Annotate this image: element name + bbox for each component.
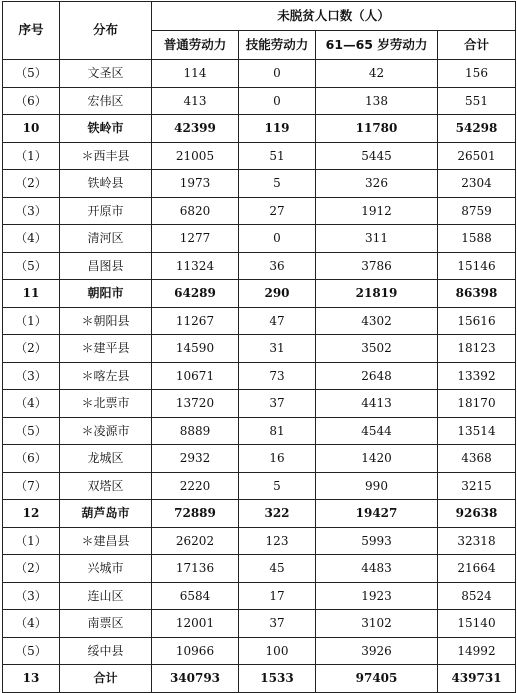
table-row <box>3 115 516 143</box>
row-age-labor-cell: 21819 <box>316 280 438 308</box>
row-index-cell: （6） <box>3 87 60 115</box>
table-row <box>3 500 516 528</box>
row-skilled-labor-cell: 27 <box>239 197 316 225</box>
row-region-cell: 铁岭县 <box>60 170 152 198</box>
row-general-labor-cell: 1277 <box>152 225 239 253</box>
row-total-cell: 54298 <box>438 115 516 143</box>
row-index-cell: （4） <box>3 610 60 638</box>
row-total-cell: 32318 <box>438 527 516 555</box>
row-skilled-labor-cell: 37 <box>239 390 316 418</box>
row-age-labor-cell: 4413 <box>316 390 438 418</box>
row-index-cell: （3） <box>3 362 60 390</box>
row-skilled-labor-cell: 81 <box>239 417 316 445</box>
header-distribution: 分布 <box>60 2 152 60</box>
row-age-labor-cell: 42 <box>316 60 438 88</box>
row-skilled-labor-cell: 290 <box>239 280 316 308</box>
row-age-labor-cell: 4544 <box>316 417 438 445</box>
row-general-labor-cell: 13720 <box>152 390 239 418</box>
row-general-labor-cell: 6584 <box>152 582 239 610</box>
row-region-cell: ＊喀左县 <box>60 362 152 390</box>
row-general-labor-cell: 11267 <box>152 307 239 335</box>
row-age-labor-cell: 326 <box>316 170 438 198</box>
row-index-cell: （3） <box>3 582 60 610</box>
row-index-cell: （6） <box>3 445 60 473</box>
row-region-cell: 铁岭市 <box>60 115 152 143</box>
row-skilled-labor-cell: 322 <box>239 500 316 528</box>
row-index-cell: （5） <box>3 60 60 88</box>
row-region-cell: ＊凌源市 <box>60 417 152 445</box>
row-index-cell: （2） <box>3 170 60 198</box>
row-age-labor-cell: 1420 <box>316 445 438 473</box>
table-row <box>3 225 516 253</box>
row-general-labor-cell: 413 <box>152 87 239 115</box>
row-skilled-labor-cell: 1533 <box>239 665 316 693</box>
row-total-cell: 8759 <box>438 197 516 225</box>
poverty-population-table <box>2 1 516 693</box>
row-skilled-labor-cell: 73 <box>239 362 316 390</box>
row-region-cell: ＊建平县 <box>60 335 152 363</box>
row-age-labor-cell: 2648 <box>316 362 438 390</box>
row-index-cell: 10 <box>3 115 60 143</box>
table-row <box>3 390 516 418</box>
row-region-cell: ＊建昌县 <box>60 527 152 555</box>
row-skilled-labor-cell: 31 <box>239 335 316 363</box>
row-index-cell: （5） <box>3 637 60 665</box>
row-age-labor-cell: 11780 <box>316 115 438 143</box>
row-region-cell: 朝阳市 <box>60 280 152 308</box>
row-region-cell: 兴城市 <box>60 555 152 583</box>
row-age-labor-cell: 990 <box>316 472 438 500</box>
table-row <box>3 280 516 308</box>
row-skilled-labor-cell: 17 <box>239 582 316 610</box>
row-general-labor-cell: 10966 <box>152 637 239 665</box>
row-region-cell: 双塔区 <box>60 472 152 500</box>
row-skilled-labor-cell: 0 <box>239 225 316 253</box>
row-general-labor-cell: 42399 <box>152 115 239 143</box>
table-row <box>3 307 516 335</box>
row-general-labor-cell: 72889 <box>152 500 239 528</box>
row-total-cell: 13514 <box>438 417 516 445</box>
row-age-labor-cell: 97405 <box>316 665 438 693</box>
row-skilled-labor-cell: 5 <box>239 170 316 198</box>
row-age-labor-cell: 5445 <box>316 142 438 170</box>
table-row <box>3 665 516 693</box>
row-total-cell: 18170 <box>438 390 516 418</box>
row-skilled-labor-cell: 5 <box>239 472 316 500</box>
row-index-cell: （5） <box>3 252 60 280</box>
row-region-cell: 昌图县 <box>60 252 152 280</box>
row-skilled-labor-cell: 51 <box>239 142 316 170</box>
header-total: 合计 <box>438 31 516 60</box>
row-total-cell: 2304 <box>438 170 516 198</box>
row-age-labor-cell: 138 <box>316 87 438 115</box>
row-region-cell: 开原市 <box>60 197 152 225</box>
row-index-cell: 11 <box>3 280 60 308</box>
row-index-cell: （4） <box>3 225 60 253</box>
row-total-cell: 92638 <box>438 500 516 528</box>
row-skilled-labor-cell: 0 <box>239 60 316 88</box>
table-row <box>3 472 516 500</box>
row-general-labor-cell: 12001 <box>152 610 239 638</box>
row-region-cell: 文圣区 <box>60 60 152 88</box>
row-total-cell: 156 <box>438 60 516 88</box>
row-region-cell: ＊朝阳县 <box>60 307 152 335</box>
table-row <box>3 362 516 390</box>
table-row <box>3 555 516 583</box>
row-region-cell: 宏伟区 <box>60 87 152 115</box>
row-total-cell: 8524 <box>438 582 516 610</box>
row-total-cell: 26501 <box>438 142 516 170</box>
row-age-labor-cell: 4302 <box>316 307 438 335</box>
table-row <box>3 527 516 555</box>
row-region-cell: 清河区 <box>60 225 152 253</box>
row-region-cell: 南票区 <box>60 610 152 638</box>
row-skilled-labor-cell: 16 <box>239 445 316 473</box>
row-age-labor-cell: 19427 <box>316 500 438 528</box>
table-row <box>3 335 516 363</box>
row-index-cell: （2） <box>3 555 60 583</box>
header-group-unpoverty-population: 未脱贫人口数（人） <box>152 2 516 31</box>
row-index-cell: （4） <box>3 390 60 418</box>
row-general-labor-cell: 1973 <box>152 170 239 198</box>
table-row <box>3 637 516 665</box>
row-general-labor-cell: 114 <box>152 60 239 88</box>
table-row <box>3 445 516 473</box>
header-skilled-labor: 技能劳动力 <box>239 31 316 60</box>
table-row <box>3 142 516 170</box>
row-total-cell: 13392 <box>438 362 516 390</box>
row-total-cell: 4368 <box>438 445 516 473</box>
row-skilled-labor-cell: 123 <box>239 527 316 555</box>
row-index-cell: （5） <box>3 417 60 445</box>
row-total-cell: 1588 <box>438 225 516 253</box>
row-age-labor-cell: 3926 <box>316 637 438 665</box>
row-skilled-labor-cell: 45 <box>239 555 316 583</box>
row-age-labor-cell: 1912 <box>316 197 438 225</box>
row-index-cell: （3） <box>3 197 60 225</box>
row-general-labor-cell: 10671 <box>152 362 239 390</box>
row-index-cell: （1） <box>3 142 60 170</box>
row-total-cell: 15140 <box>438 610 516 638</box>
row-index-cell: （7） <box>3 472 60 500</box>
row-region-cell: ＊北票市 <box>60 390 152 418</box>
row-total-cell: 86398 <box>438 280 516 308</box>
row-index-cell: （1） <box>3 307 60 335</box>
row-age-labor-cell: 4483 <box>316 555 438 583</box>
row-general-labor-cell: 17136 <box>152 555 239 583</box>
table-body <box>3 60 516 693</box>
row-skilled-labor-cell: 100 <box>239 637 316 665</box>
table-row <box>3 87 516 115</box>
row-general-labor-cell: 26202 <box>152 527 239 555</box>
row-general-labor-cell: 2932 <box>152 445 239 473</box>
table-row <box>3 170 516 198</box>
header-age-61-65-labor: 61—65 岁劳动力 <box>316 31 438 60</box>
row-general-labor-cell: 64289 <box>152 280 239 308</box>
row-age-labor-cell: 5993 <box>316 527 438 555</box>
row-total-cell: 551 <box>438 87 516 115</box>
row-region-cell: 合计 <box>60 665 152 693</box>
row-index-cell: 13 <box>3 665 60 693</box>
row-total-cell: 439731 <box>438 665 516 693</box>
header-index: 序号 <box>3 2 60 60</box>
row-skilled-labor-cell: 0 <box>239 87 316 115</box>
row-skilled-labor-cell: 36 <box>239 252 316 280</box>
row-total-cell: 14992 <box>438 637 516 665</box>
row-region-cell: ＊西丰县 <box>60 142 152 170</box>
row-general-labor-cell: 14590 <box>152 335 239 363</box>
row-age-labor-cell: 1923 <box>316 582 438 610</box>
row-region-cell: 龙城区 <box>60 445 152 473</box>
row-skilled-labor-cell: 37 <box>239 610 316 638</box>
table-header <box>3 2 516 60</box>
row-general-labor-cell: 2220 <box>152 472 239 500</box>
table-row <box>3 417 516 445</box>
table-row <box>3 197 516 225</box>
row-region-cell: 连山区 <box>60 582 152 610</box>
row-index-cell: （1） <box>3 527 60 555</box>
row-age-labor-cell: 3502 <box>316 335 438 363</box>
table-row <box>3 60 516 88</box>
row-skilled-labor-cell: 47 <box>239 307 316 335</box>
row-skilled-labor-cell: 119 <box>239 115 316 143</box>
row-general-labor-cell: 11324 <box>152 252 239 280</box>
row-region-cell: 绥中县 <box>60 637 152 665</box>
row-total-cell: 3215 <box>438 472 516 500</box>
row-age-labor-cell: 3786 <box>316 252 438 280</box>
row-region-cell: 葫芦岛市 <box>60 500 152 528</box>
row-general-labor-cell: 340793 <box>152 665 239 693</box>
row-total-cell: 15146 <box>438 252 516 280</box>
row-total-cell: 18123 <box>438 335 516 363</box>
row-general-labor-cell: 6820 <box>152 197 239 225</box>
row-total-cell: 15616 <box>438 307 516 335</box>
header-general-labor: 普通劳动力 <box>152 31 239 60</box>
table-row <box>3 252 516 280</box>
table-row <box>3 610 516 638</box>
row-general-labor-cell: 21005 <box>152 142 239 170</box>
row-age-labor-cell: 311 <box>316 225 438 253</box>
row-general-labor-cell: 8889 <box>152 417 239 445</box>
row-index-cell: 12 <box>3 500 60 528</box>
table-row <box>3 582 516 610</box>
row-age-labor-cell: 3102 <box>316 610 438 638</box>
row-total-cell: 21664 <box>438 555 516 583</box>
row-index-cell: （2） <box>3 335 60 363</box>
